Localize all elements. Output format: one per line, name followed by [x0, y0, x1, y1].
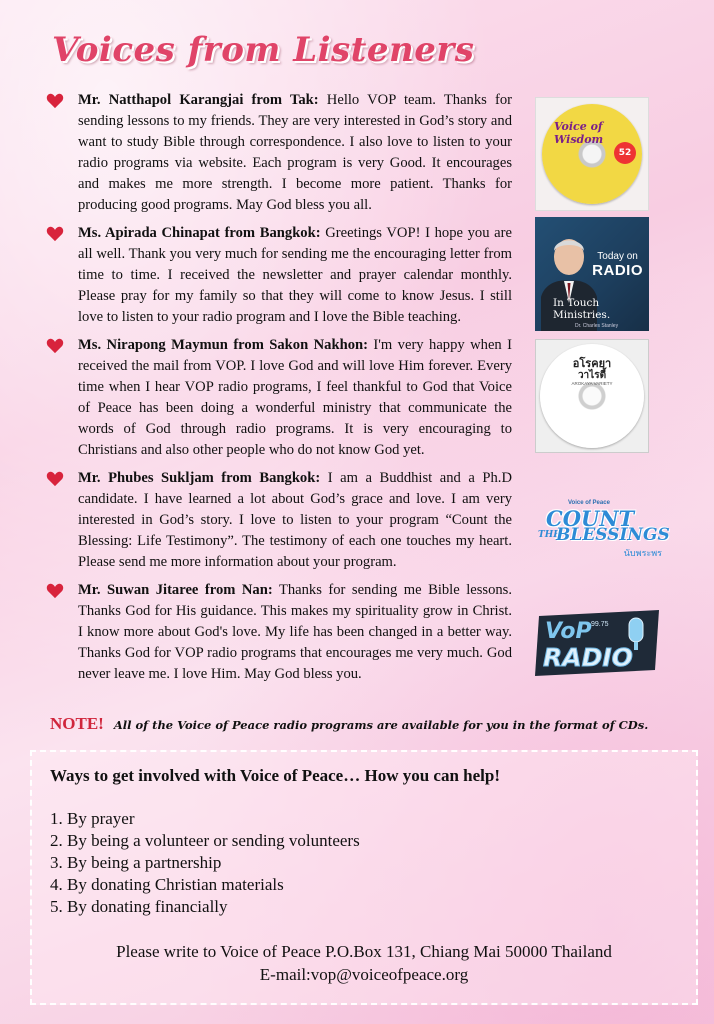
testimonial-text [78, 580, 512, 685]
heart-icon [46, 338, 64, 354]
testimonial-body: I'm very happy when I received the mail from VOP. I love God and will love Him forever. Every time when I hear VOP radio programs, I feel thankful to God that Voice of Peace has been doing a wonderful ministry that communicate the words of God through radio programs. It is very encouraging to Christians and also other people who do not know God yet. [78, 337, 513, 458]
help-list [50, 808, 360, 918]
cd-badge: 52 [614, 142, 636, 164]
help-box [30, 750, 698, 1005]
note-label: NOTE! [50, 714, 104, 733]
heart-icon [46, 93, 64, 109]
cd-small-caption: AROKAYA VARIETY [571, 381, 613, 386]
contact-info [32, 940, 696, 986]
vop-radio-logo [533, 608, 665, 678]
listener-name: Mr. Natthapol Karangjai from Tak: [78, 92, 319, 108]
list-item: 4. By donating Christian materials [50, 875, 284, 894]
heart-icon [46, 471, 64, 487]
testimonial-item [42, 335, 512, 461]
testimonial-item [42, 223, 512, 328]
note-message: All of the Voice of Peace radio programs are available for you in the format of CDs. [113, 718, 649, 732]
cd-subtitle: วาไรตี้ [577, 370, 607, 381]
email-address: E-mail:vop@voiceofpeace.org [259, 965, 469, 984]
postal-address: Please write to Voice of Peace P.O.Box 131, Chiang Mai 50000 Thailand [116, 942, 612, 961]
heart-icon [46, 226, 64, 242]
testimonial-item [42, 580, 512, 685]
list-item: 2. By being a volunteer or sending volunteers [50, 831, 360, 850]
testimonial-body: Thanks for sending me Bible lessons. Thanks God for His guidance. This makes my spirituality grow in Christ. I know more about God's love. My life has been changed in a better way. Thanks God for VOP radio programs that encourages me very much. God never leave me. I love Him. May God bless you. [78, 582, 513, 682]
count-the-blessings-logo: Voice of Peace COUNT THE BLESSINGS นับพระพร [538, 500, 670, 559]
voice-of-wisdom-cd-image [535, 97, 649, 211]
testimonial-list [42, 90, 512, 692]
heart-icon [46, 583, 64, 599]
testimonial-body: Greetings VOP! I hope you are all well. Thank you very much for sending me the encouraging letter from time to time. I received the newsletter and prayer calendar monthly. Please pray for my family so that they will come to know Jesus. I still love to listen to your radio program and I love the Bible teaching. [78, 225, 513, 325]
listener-name: Ms. Nirapong Maymun from Sakon Nakhon: [78, 337, 368, 353]
testimonial-body: Hello VOP team. Thanks for sending lessons to my friends. They are very interested in God’s story and want to study Bible through correspondence. I also love to listen to your radio programs via website. Each program is very Good. It encourages and makes me more strength. I become more patient. Thanks for producing good programs. May God bless you all. [78, 92, 512, 213]
listener-name: Mr. Phubes Sukljam from Bangkok: [78, 470, 321, 486]
svg-text:VoP: VoP [545, 619, 592, 644]
intouch-brand: In Touch Ministries. [553, 297, 611, 321]
today-on-radio: Today on RADIO [592, 251, 643, 279]
cd-disc-icon [540, 344, 644, 448]
list-item: 3. By being a partnership [50, 853, 222, 872]
testimonial-text [78, 223, 512, 328]
cd-label: Voice of Wisdom [554, 120, 604, 146]
testimonial-text [78, 90, 512, 216]
in-touch-radio-image [535, 217, 649, 331]
intouch-speaker: Dr. Charles Stanley [575, 323, 619, 329]
cd-disc-icon [542, 104, 642, 204]
testimonial-item [42, 468, 512, 573]
listener-name: Mr. Suwan Jitaree from Nan: [78, 582, 273, 598]
page-title: Voices from Listeners [52, 30, 475, 70]
svg-text:RADIO: RADIO [543, 643, 633, 672]
testimonial-text [78, 335, 512, 461]
cd-title: อโรคยา [572, 357, 612, 370]
note [50, 714, 648, 734]
list-item: 1. By prayer [50, 809, 135, 828]
svg-text:99.75: 99.75 [591, 621, 609, 628]
testimonial-item [42, 90, 512, 216]
arokaya-variety-cd-image [535, 339, 649, 453]
listener-name: Ms. Apirada Chinapat from Bangkok: [78, 225, 321, 241]
testimonial-body: I am a Buddhist and a Ph.D candidate. I have learned a lot about God’s grace and love. I am very interested in God’s story. I love to listen to your program “Count the Blessing: Life Testimony”. The testimony of each one touches my heart. Please send me more information about your program. [78, 470, 512, 570]
list-item: 5. By donating financially [50, 897, 228, 916]
testimonial-text [78, 468, 512, 573]
help-heading: Ways to get involved with Voice of Peace… How you can help! [50, 766, 501, 785]
